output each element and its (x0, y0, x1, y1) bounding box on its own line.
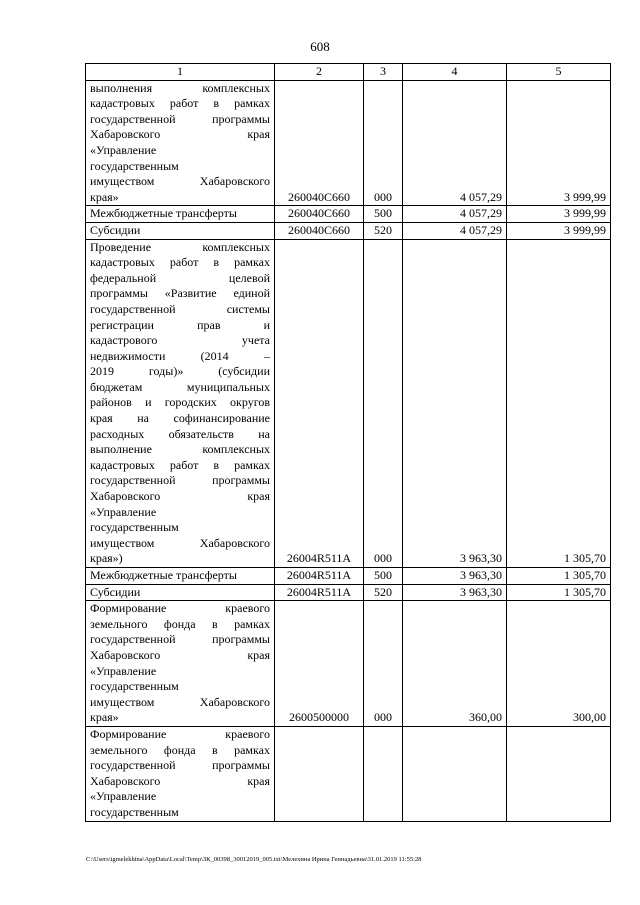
row-name-line: государственной программы (90, 111, 270, 126)
row-name-line: «Управление (90, 663, 157, 678)
row-name-line: края») (90, 551, 123, 566)
row-name-cell (86, 80, 275, 206)
row-name-line: Формирование краевого (90, 726, 270, 741)
row-name-line: государственным (90, 804, 179, 819)
row-value-2019-cell: 1 305,70 (507, 239, 611, 567)
row-type-cell: 520 (364, 584, 403, 601)
row-name-line: районов и городских округов (90, 395, 270, 410)
row-code-cell: 260040C660 (275, 222, 364, 239)
row-name-line: Хабаровского края (90, 127, 270, 142)
row-name-cell (86, 239, 275, 567)
row-value-2019-cell (507, 726, 611, 821)
row-type-cell (364, 726, 403, 821)
row-name-line: регистрации прав и (90, 317, 270, 332)
row-name-line: кадастровых работ в рамках (90, 457, 270, 472)
row-name-line: кадастрового учета (90, 333, 270, 348)
row-name-cell (86, 726, 275, 821)
column-header-1: 1 (86, 64, 275, 81)
row-value-2018-cell: 4 057,29 (403, 80, 507, 206)
row-name-line: государственной системы (90, 301, 270, 316)
row-type-cell: 520 (364, 222, 403, 239)
row-name-cell (86, 568, 275, 585)
row-name-line: имуществом Хабаровского (90, 694, 270, 709)
row-name-line: государственным (90, 679, 179, 694)
row-name-line: края на софинансирование (90, 411, 270, 426)
row-type-cell: 500 (364, 206, 403, 223)
budget-table (85, 63, 611, 822)
row-name-cell (86, 206, 275, 223)
row-value-2018-cell (403, 726, 507, 821)
row-name-line: программы «Развитие единой (90, 286, 270, 301)
row-name-line: государственной программы (90, 758, 270, 773)
row-name-line: края» (90, 710, 119, 725)
row-name-line: бюджетам муниципальных (90, 379, 270, 394)
row-code-cell: 260040C660 (275, 206, 364, 223)
row-name-line: государственной программы (90, 632, 270, 647)
row-name-line: выполнения комплексных (90, 80, 270, 95)
row-name-line: Хабаровского края (90, 489, 270, 504)
row-name-cell (86, 601, 275, 727)
row-name-line: Хабаровского края (90, 647, 270, 662)
row-value-2018-cell: 3 963,30 (403, 239, 507, 567)
row-name-line: 2019 годы)» (субсидии (90, 364, 270, 379)
table-row (86, 222, 611, 239)
row-name-line: кадастровых работ в рамках (90, 255, 270, 270)
row-name-cell (86, 222, 275, 239)
row-name-line: кадастровых работ в рамках (90, 96, 270, 111)
column-header-5: 5 (507, 64, 611, 81)
row-name-line: государственной программы (90, 473, 270, 488)
row-type-cell: 000 (364, 80, 403, 206)
row-type-cell: 000 (364, 601, 403, 727)
file-path-footer: C:\Users\igmelekhina\AppData\Local\Temp\ЗК_00398_30012019_005.txt\Мелехина Ирина Геннадьевна\31.01.2019 11:55:28 (86, 856, 422, 863)
row-name-line: Межбюджетные трансферты (90, 206, 237, 221)
row-value-2019-cell: 300,00 (507, 601, 611, 727)
column-header-4: 4 (403, 64, 507, 81)
row-name-line: края» (90, 189, 119, 204)
row-name-line: земельного фонда в рамках (90, 616, 270, 631)
row-code-cell: 26004R511A (275, 239, 364, 567)
table-row (86, 584, 611, 601)
row-name-line: «Управление (90, 142, 157, 157)
row-name-line: Межбюджетные трансферты (90, 568, 237, 582)
row-code-cell: 26004R511A (275, 568, 364, 585)
row-name-line: расходных обязательств на (90, 426, 270, 441)
row-name-line: Субсидии (90, 222, 141, 237)
table-header-row (86, 64, 611, 81)
row-name-line: Формирование краевого (90, 601, 270, 616)
row-name-line: государственным (90, 158, 179, 173)
table-row (86, 239, 611, 567)
row-name-line: «Управление (90, 789, 157, 804)
row-name-line: недвижимости (2014 – (90, 348, 270, 363)
row-name-line: имуществом Хабаровского (90, 174, 270, 189)
row-name-line: федеральной целевой (90, 270, 270, 285)
row-value-2018-cell: 4 057,29 (403, 222, 507, 239)
row-value-2019-cell: 3 999,99 (507, 80, 611, 206)
row-type-cell: 000 (364, 239, 403, 567)
row-code-cell: 2600500000 (275, 601, 364, 727)
row-name-line: выполнение комплексных (90, 442, 270, 457)
row-value-2018-cell: 3 963,30 (403, 568, 507, 585)
table-row (86, 601, 611, 727)
row-name-line: Проведение комплексных (90, 239, 270, 254)
column-header-3: 3 (364, 64, 403, 81)
row-name-line: государственным (90, 520, 179, 535)
page-number: 608 (310, 39, 330, 54)
row-name-line: Субсидии (90, 584, 141, 599)
row-code-cell: 26004R511A (275, 584, 364, 601)
row-value-2019-cell: 1 305,70 (507, 568, 611, 585)
column-header-2: 2 (275, 64, 364, 81)
row-value-2019-cell: 3 999,99 (507, 206, 611, 223)
table-row (86, 726, 611, 821)
table-row (86, 568, 611, 585)
row-value-2018-cell: 4 057,29 (403, 206, 507, 223)
row-code-cell: 260040C660 (275, 80, 364, 206)
row-name-line: «Управление (90, 504, 157, 519)
table-row (86, 206, 611, 223)
row-code-cell (275, 726, 364, 821)
row-value-2018-cell: 360,00 (403, 601, 507, 727)
row-value-2019-cell: 1 305,70 (507, 584, 611, 601)
row-type-cell: 500 (364, 568, 403, 585)
row-name-line: имуществом Хабаровского (90, 535, 270, 550)
table-row (86, 80, 611, 206)
row-name-line: земельного фонда в рамках (90, 742, 270, 757)
row-name-line: Хабаровского края (90, 773, 270, 788)
row-value-2018-cell: 3 963,30 (403, 584, 507, 601)
row-value-2019-cell: 3 999,99 (507, 222, 611, 239)
row-name-cell (86, 584, 275, 601)
